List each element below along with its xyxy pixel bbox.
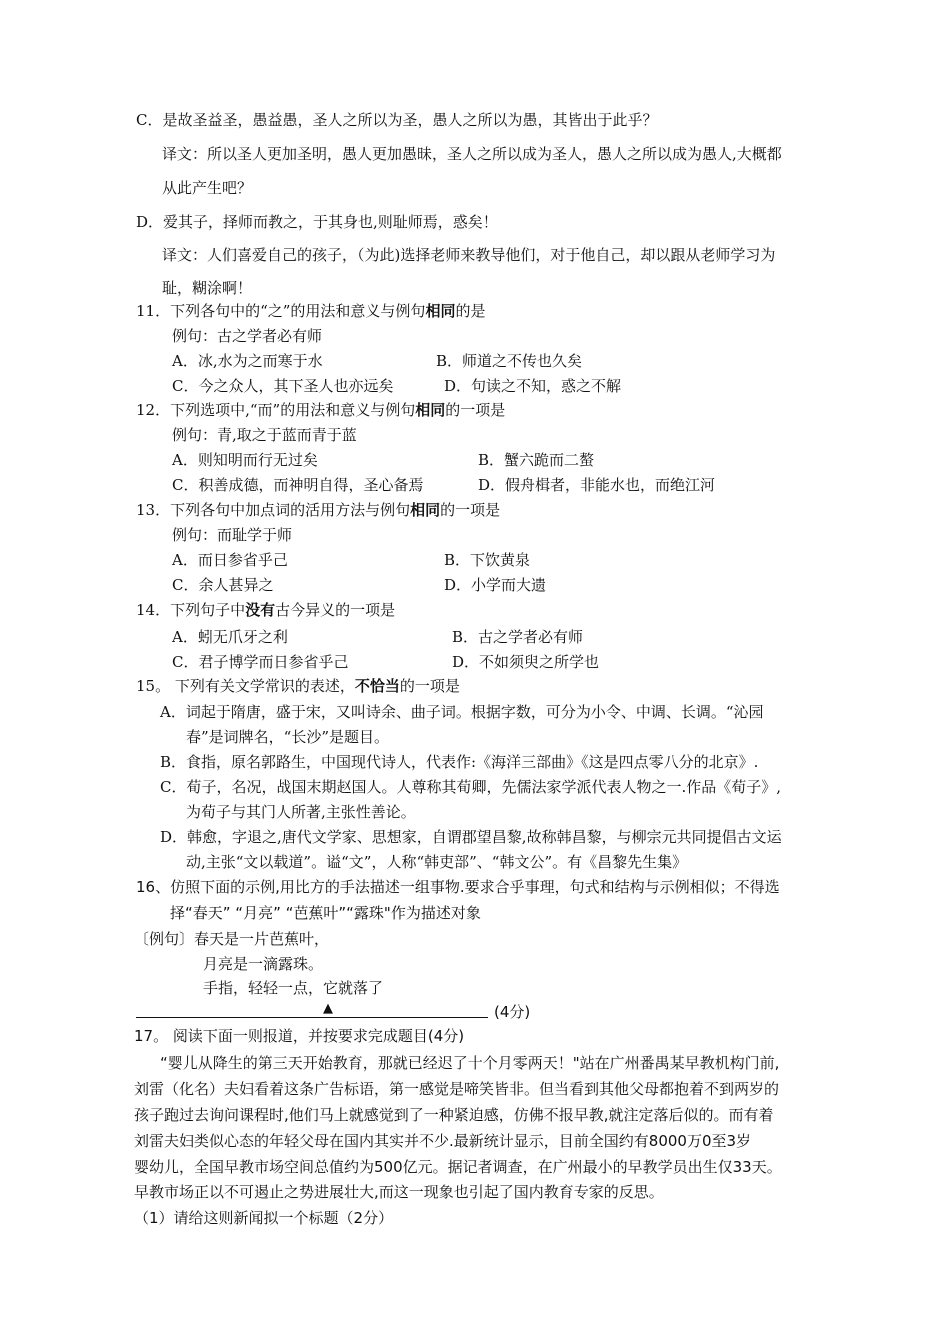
q10-option-c: C．是故圣益圣，愚益愚，圣人之所以为圣，愚人之所以为愚，其皆出于此乎？ — [136, 111, 658, 129]
q15-option-a-line-1: A．词起于隋唐，盛于宋，又叫诗余、曲子词。根据字数，可分为小令、中调、长调。“沁园 — [160, 703, 764, 721]
q15-option-d-line-1: D．韩愈，字退之,唐代文学家、思想家，自谓郡望昌黎,故称韩昌黎，与柳宗元共同提倡古文运 — [160, 828, 782, 846]
q17-paragraph-line-3: 孩子跑过去询问课程时,他们马上就感觉到了一种紧迫感，仿佛不报早教,就注定落后似的。而有着 — [134, 1106, 774, 1124]
q13-stem: 13．下列各句中加点词的活用方法与例句相同的一项是 — [136, 501, 501, 519]
q11-option-d: D．句读之不知，惑之不解 — [444, 377, 622, 395]
q17-subquestion-1: （1）请给这则新闻拟一个标题（2分） — [134, 1209, 394, 1227]
q13-emphasis: 相同 — [410, 501, 441, 519]
q15-option-c-line-1: C．荀子，名况，战国末期赵国人。人尊称其荀卿，先儒法家学派代表人物之一.作品《荀子》, — [160, 778, 782, 796]
q13-example: 例句：而耻学于师 — [172, 526, 293, 544]
q17-paragraph-line-5: 婴幼儿，全国早教市场空间总值约为500亿元。据记者调查，在广州最小的早教学员出生仅33天。 — [134, 1158, 782, 1176]
q11-option-b: B．师道之不传也久矣 — [436, 352, 583, 370]
q10-option-c-translation-2: 从此产生吧？ — [162, 179, 253, 197]
q10-option-d-translation-1: 译文：人们喜爱自己的孩子，（为此)选择老师来教导他们，对于他自己，却以跟从老师学习为 — [162, 246, 776, 264]
q17-paragraph-line-6: 早教市场正以不可遏止之势进展壮大,而这一现象也引起了国内教育专家的反思。 — [134, 1183, 664, 1201]
q12-example: 例句：青,取之于蓝而青于蓝 — [172, 426, 357, 444]
q15-stem: 15。 下列有关文学常识的表述，不恰当的一项是 — [136, 677, 460, 695]
q16-example-line-3: 手指，轻轻一点，它就落了 — [203, 979, 384, 997]
q11-emphasis: 相同 — [425, 302, 456, 320]
q10-option-c-translation-1: 译文：所以圣人更加圣明，愚人更加愚昧，圣人之所以成为圣人，愚人之所以成为愚人,大概都 — [162, 145, 782, 163]
q12-emphasis: 相同 — [415, 401, 446, 419]
q15-option-a-line-2: 春”是词牌名，“长沙”是题目。 — [186, 728, 390, 746]
q12-stem: 12．下列选项中,“而”的用法和意义与例句相同的一项是 — [136, 401, 506, 419]
q17-paragraph-line-2: 刘雷（化名）夫妇看着这条广告标语，第一感觉是啼笑皆非。但当看到其他父母都抱着不到两岁的 — [134, 1080, 780, 1098]
q12-option-b: B．蟹六跪而二螯 — [478, 451, 595, 469]
q16-example-line-2: 月亮是一滴露珠。 — [203, 955, 324, 973]
q16-stem-line-1: 16、仿照下面的示例,用比方的手法描述一组事物.要求合乎事理，句式和结构与示例相似；不得选 — [136, 878, 780, 896]
q11-option-c: C．今之众人，其下圣人也亦远矣 — [172, 377, 394, 395]
q10-option-d-translation-2: 耻，糊涂啊！ — [162, 279, 253, 297]
q17-stem: 17。 阅读下面一则报道，并按要求完成题目(4分) — [134, 1027, 465, 1045]
q11-example: 例句：古之学者必有师 — [172, 327, 323, 345]
q13-option-a: A．而日参省乎己 — [172, 551, 288, 569]
q14-option-d: D．不如须臾之所学也 — [452, 653, 600, 671]
q16-example-line-1: 〔例句〕春天是一片芭蕉叶， — [134, 930, 330, 948]
q14-option-c: C．君子博学而日参省乎己 — [172, 653, 349, 671]
q13-option-b: B．下饮黄泉 — [444, 551, 531, 569]
q15-emphasis: 不恰当 — [354, 677, 400, 695]
answer-marker-triangle-icon: ▲ — [323, 1001, 333, 1016]
q12-option-d: D．假舟楫者，非能水也，而绝江河 — [478, 476, 716, 494]
q17-paragraph-line-1: “婴儿从降生的第三天开始教育，那就已经迟了十个月零两天！"站在广州番禺某早教机构门前, — [160, 1054, 780, 1072]
q13-option-d: D．小学而大遗 — [444, 576, 547, 594]
q13-option-c: C．余人甚异之 — [172, 576, 274, 594]
q16-stem-line-2: 择“春天” “月亮” “芭蕉叶”“露珠"作为描述对象 — [170, 904, 481, 922]
q12-option-a: A．则知明而行无过矣 — [172, 451, 318, 469]
q11-stem: 11．下列各句中的“之”的用法和意义与例句相同的是 — [136, 302, 486, 320]
q14-stem: 14．下列句子中没有古今异义的一项是 — [136, 601, 396, 619]
q10-option-d: D．爱其子，择师而教之，于其身也,则耻师焉，惑矣！ — [136, 213, 498, 231]
q15-option-d-line-2: 动,主张“文以载道”。谥“文”，人称“韩吏部”、“韩文公”。有《昌黎先生集》 — [186, 853, 688, 871]
q11-option-a: A．冰,水为之而寒于水 — [172, 352, 323, 370]
q14-option-a: A．蚓无爪牙之利 — [172, 628, 288, 646]
q14-emphasis: 没有 — [245, 601, 276, 619]
q12-option-c: C．积善成德，而神明自得，圣心备焉 — [172, 476, 424, 494]
q16-score: (4分) — [494, 1003, 531, 1021]
q15-option-b: B．食指，原名郭路生，中国现代诗人，代表作:《海洋三部曲》《这是四点零八分的北京》. — [160, 753, 759, 771]
q16-answer-line — [136, 1017, 488, 1018]
q14-option-b: B．古之学者必有师 — [452, 628, 584, 646]
q15-option-c-line-2: 为荀子与其门人所著,主张性善论。 — [186, 803, 416, 821]
q17-paragraph-line-4: 刘雷夫妇类似心态的年轻父母在国内其实并不少.最新统计显示，目前全国约有8000万0至3岁 — [134, 1132, 752, 1150]
